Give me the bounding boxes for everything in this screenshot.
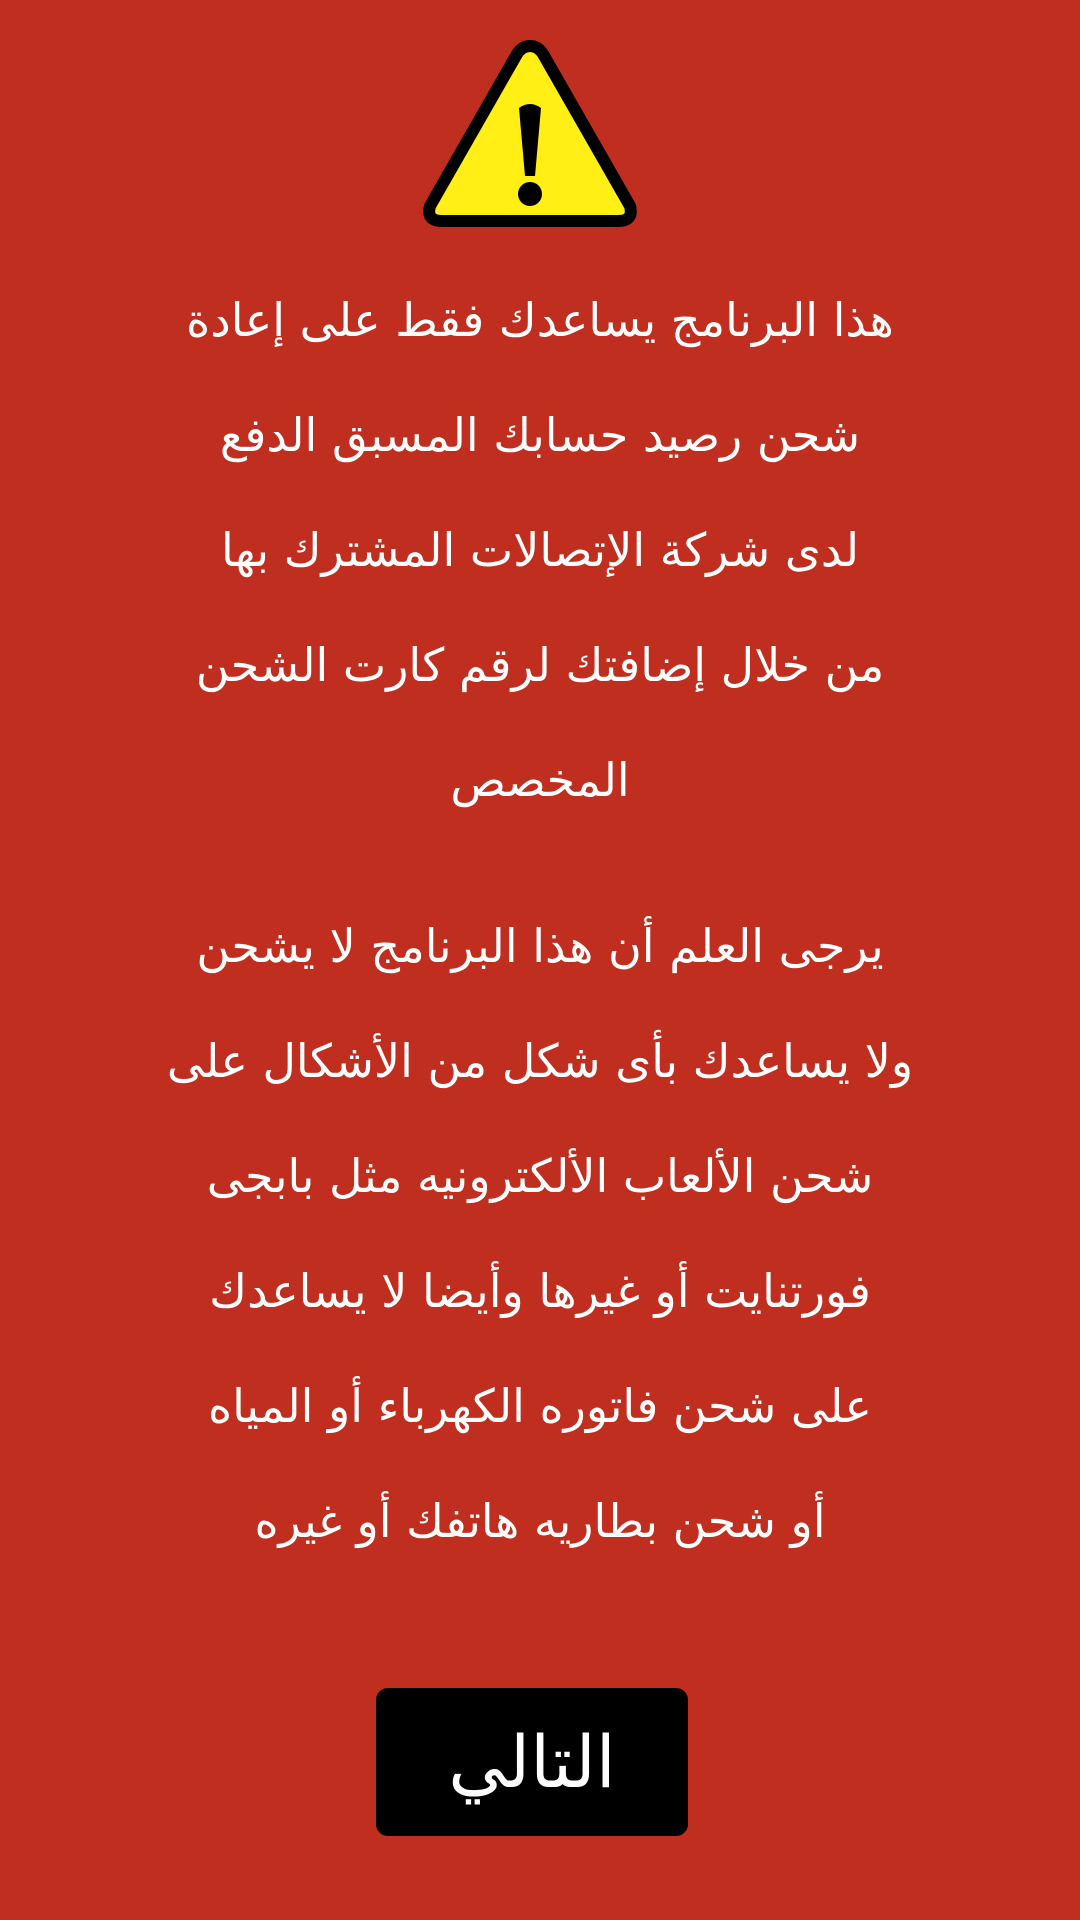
disclaimer-line: ولا يساعدك بأى شكل من الأشكال على [166,1034,914,1088]
intro-line: شحن رصيد حسابك المسبق الدفع [219,408,861,462]
warning-icon [420,36,640,231]
intro-line: هذا البرنامج يساعدك فقط على إعادة [186,293,894,347]
intro-line: المخصص [450,753,630,807]
intro-paragraph [90,263,990,838]
disclaimer-paragraph [90,889,990,1579]
disclaimer-line: يرجى العلم أن هذا البرنامج لا يشحن [196,919,884,973]
disclaimer-line: شحن الألعاب الألكترونيه مثل بابجى [206,1149,874,1203]
disclaimer-line: فورتنايت أو غيرها وأيضا لا يساعدك [209,1264,871,1318]
intro-line: من خلال إضافتك لرقم كارت الشحن [195,638,885,692]
disclaimer-line: أو شحن بطاريه هاتفك أو غيره [254,1494,826,1548]
next-button[interactable]: التالي [376,1688,688,1836]
disclaimer-line: على شحن فاتوره الكهرباء أو المياه [208,1379,872,1433]
intro-line: لدى شركة الإتصالات المشترك بها [220,523,860,577]
